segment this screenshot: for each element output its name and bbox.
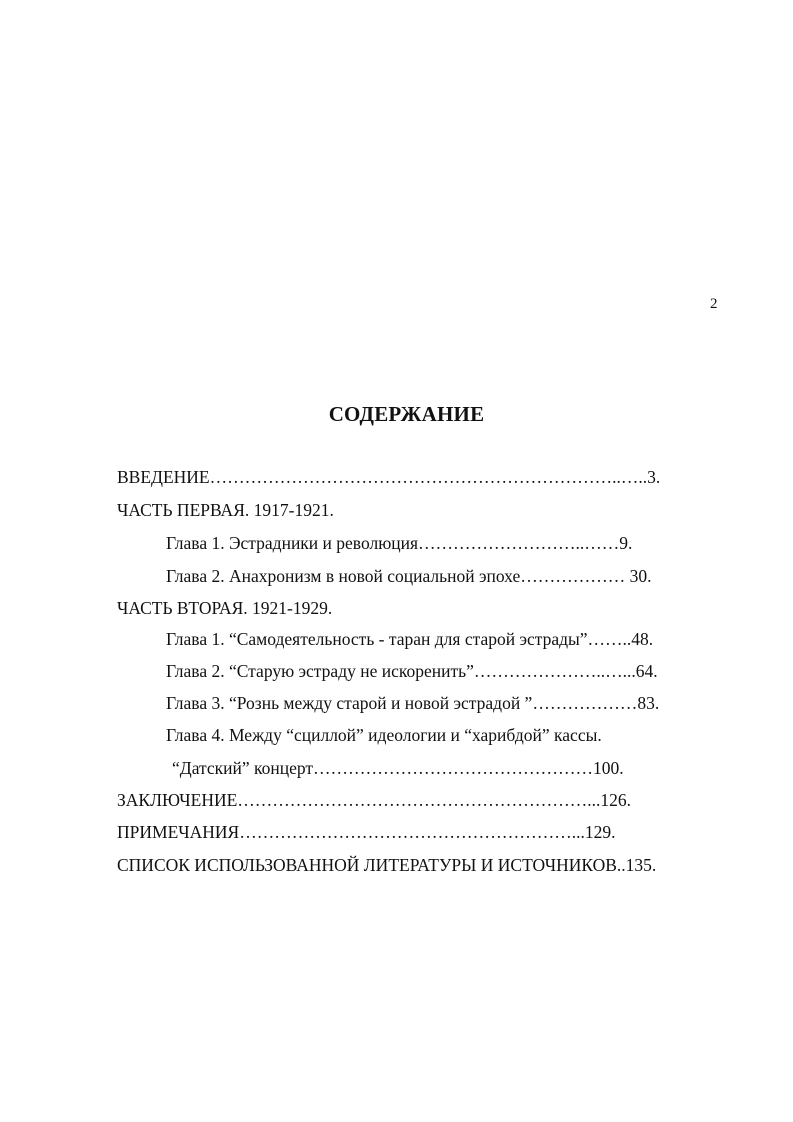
toc-entry-conclusion: ЗАКЛЮЧЕНИЕ……………………………………………………...126.	[117, 790, 632, 810]
toc-entry-notes: ПРИМЕЧАНИЯ…………………………………………………...129.	[117, 822, 616, 842]
toc-entry-bibliography: СПИСОК ИСПОЛЬЗОВАННОЙ ЛИТЕРАТУРЫ И ИСТОЧНИКОВ..135.	[117, 855, 657, 875]
page-number: 2	[710, 296, 718, 312]
toc-entry-part-two: ЧАСТЬ ВТОРАЯ. 1921-1929.	[117, 598, 333, 618]
toc-entry-part2-chapter1: Глава 1. “Самодеятельность - таран для старой эстрады”……..48.	[166, 629, 654, 649]
toc-entry-part1-chapter2: Глава 2. Анахронизм в новой социальной эпохе……………… 30.	[166, 566, 652, 586]
page-title: СОДЕРЖАНИЕ	[328, 402, 485, 426]
toc-entry-part1-chapter1: Глава 1. Эстрадники и революция………………………..……9.	[166, 533, 633, 553]
toc-entry-part2-chapter3: Глава 3. “Рознь между старой и новой эстрадой ”………………83.	[166, 693, 660, 713]
toc-entry-part2-chapter4-cont: “Датский” концерт…………………………………………100.	[172, 758, 624, 778]
toc-entry-part2-chapter2: Глава 2. “Старую эстраду не искоренить”…………………..…...64.	[166, 661, 658, 681]
toc-entry-introduction: ВВЕДЕНИЕ……………………………………………………………..…..3.	[117, 467, 661, 487]
toc-entry-part-one: ЧАСТЬ ПЕРВАЯ. 1917-1921.	[117, 500, 334, 520]
toc-entry-part2-chapter4: Глава 4. Между “сциллой” идеологии и “харибдой” кассы.	[166, 725, 602, 745]
